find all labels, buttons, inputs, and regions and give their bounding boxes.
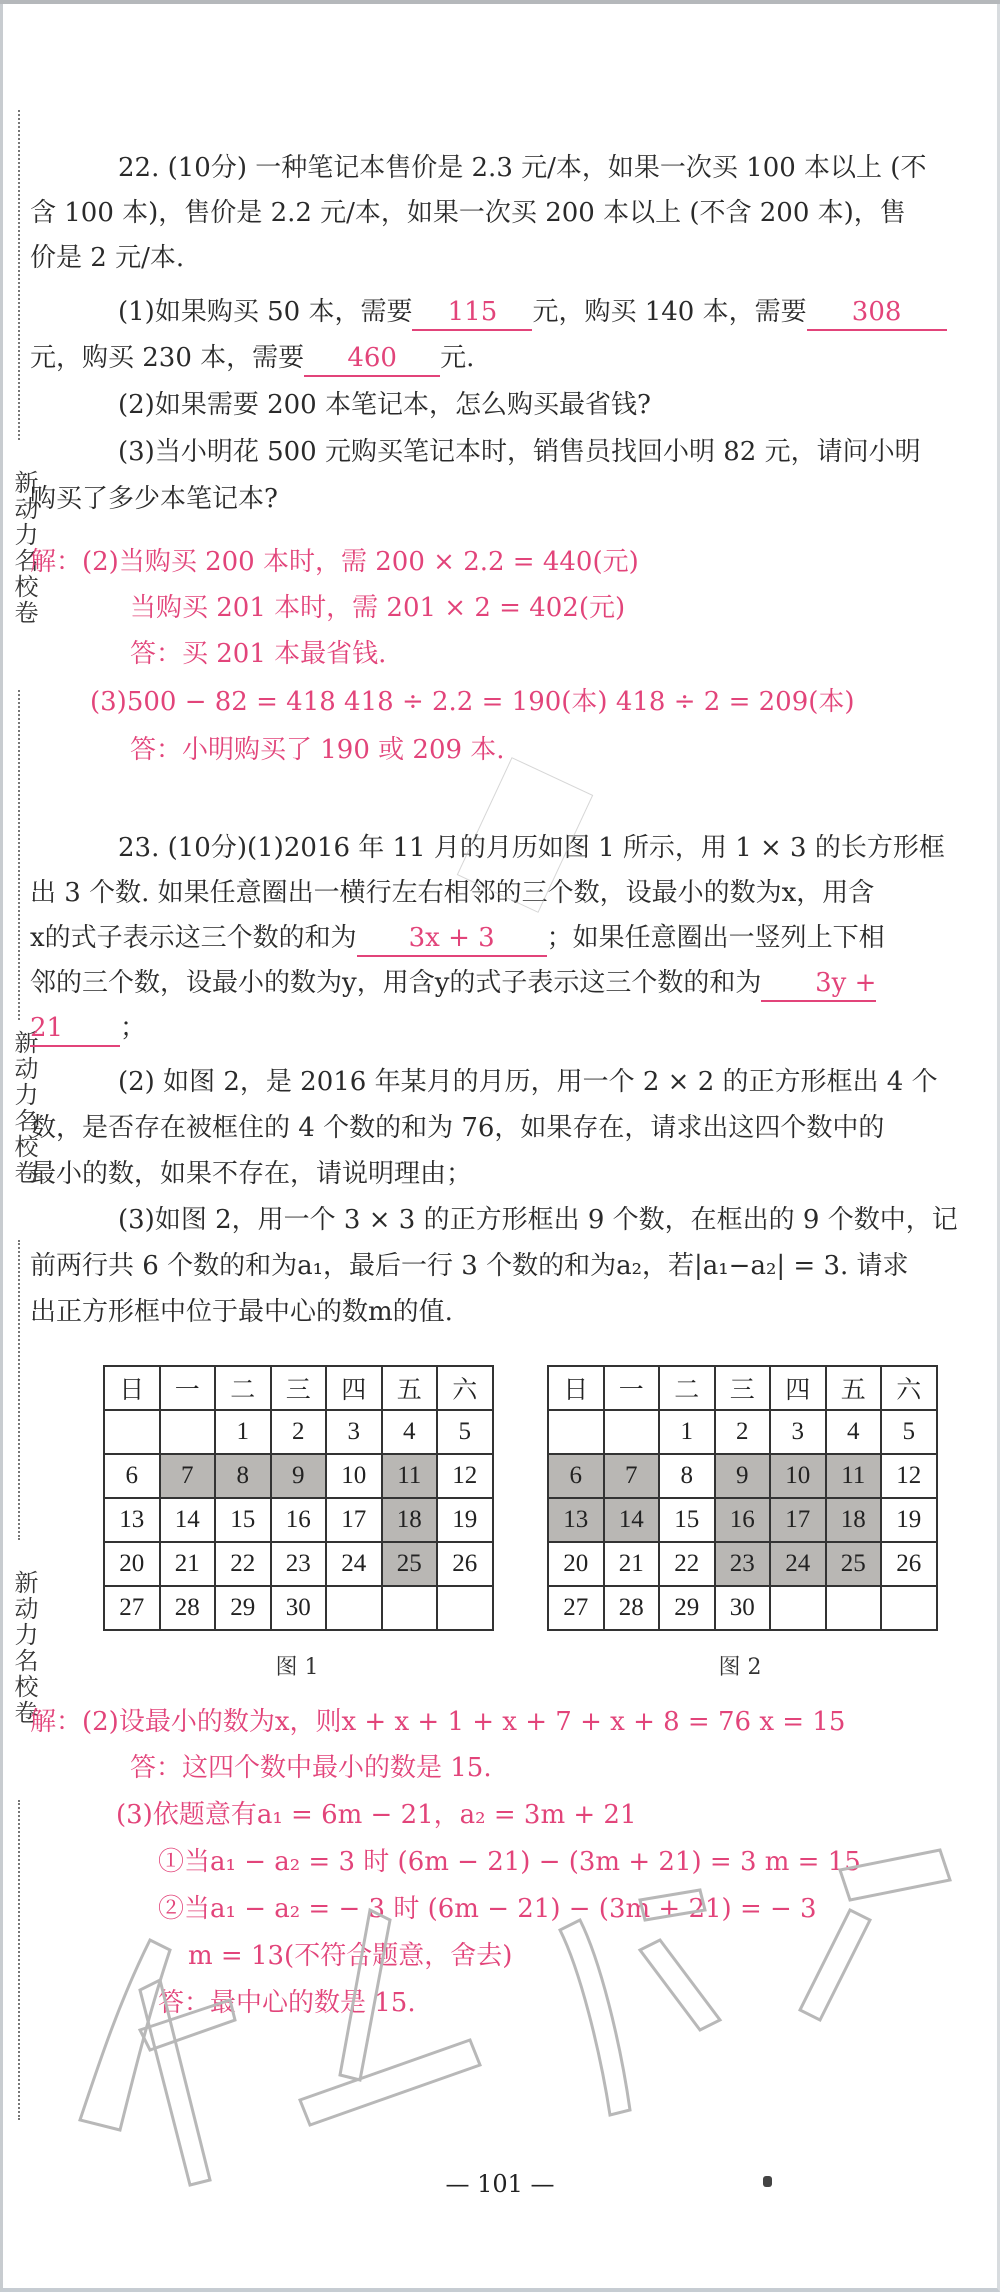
calendar-empty-cell (881, 1586, 937, 1630)
calendar-day-cell: 18 (382, 1498, 438, 1542)
calendar-day-cell: 17 (770, 1498, 826, 1542)
answer-blank-115: 115 (412, 295, 532, 331)
q22-part3-line: (3)当小明花 500 元购买笔记本时，销售员找回小明 82 元，请问小明 (118, 437, 921, 467)
scan-top-edge (0, 0, 1000, 4)
calendar-week-row (548, 1542, 937, 1586)
calendar-day-cell: 25 (382, 1542, 438, 1586)
calendar-day-cell: 24 (326, 1542, 382, 1586)
weekday-header: 一 (160, 1366, 216, 1410)
figure-caption-2: 图 2 (718, 1655, 762, 1680)
weekday-header: 三 (271, 1366, 327, 1410)
calendar-day-cell: 30 (271, 1586, 327, 1630)
q22-stem-line: 22. (10分) 一种笔记本售价是 2.3 元/本，如果一次买 100 本以上 (不 (118, 153, 927, 183)
q23-solution-line: 解：(2)设最小的数为x，则x + x + 1 + x + 7 + x + 8 = 76 x = 15 (30, 1707, 846, 1737)
calendar-figure-1 (103, 1365, 494, 1631)
calendar-day-cell: 9 (715, 1454, 771, 1498)
q23-part3-line: 前两行共 6 个数的和为a₁，最后一行 3 个数的和为a₂，若|a₁−a₂| = 3. 请求 (30, 1251, 909, 1281)
q23-solution-line: m = 13(不符合题意，舍去) (188, 1941, 513, 1971)
calendar-figure-2 (547, 1365, 938, 1631)
calendar-day-cell: 2 (271, 1410, 327, 1454)
q23-stem-line (30, 1008, 146, 1048)
watermark-text: 作业精灵 (40, 1865, 105, 1884)
calendar-week-row (104, 1586, 493, 1630)
weekday-header: 六 (437, 1366, 493, 1410)
calendar-day-cell: 26 (881, 1542, 937, 1586)
calendar-day-cell: 14 (604, 1498, 660, 1542)
calendar-week-row (104, 1454, 493, 1498)
calendar-week-row (548, 1410, 937, 1454)
calendar-day-cell: 20 (548, 1542, 604, 1586)
q23-part2-line: 数，是否存在被框住的 4 个数的和为 76，如果存在，请求出这四个数中的 (30, 1113, 885, 1143)
calendar-table-2 (547, 1365, 938, 1631)
calendar-day-cell: 23 (715, 1542, 771, 1586)
calendar-day-cell: 27 (548, 1586, 604, 1630)
q23-solution-line: ①当a₁ − a₂ = 3 时 (6m − 21) − (3m + 21) = 3 m = 15 (158, 1847, 861, 1877)
weekday-header: 一 (604, 1366, 660, 1410)
calendar-day-cell: 21 (160, 1542, 216, 1586)
q22-part1-text: 元，购买 230 本，需要 (30, 343, 305, 373)
calendar-day-cell: 13 (548, 1498, 604, 1542)
ink-spot (763, 2176, 772, 2187)
calendar-empty-cell (104, 1410, 160, 1454)
page-number: — 101 — (445, 2170, 555, 2198)
q22-solution-line: 答：小明购买了 190 或 209 本. (130, 735, 505, 765)
calendar-day-cell: 19 (437, 1498, 493, 1542)
calendar-day-cell: 17 (326, 1498, 382, 1542)
calendar-day-cell: 13 (104, 1498, 160, 1542)
q22-solution-line: 当购买 201 本时，需 201 × 2 = 402(元) (130, 593, 626, 623)
calendar-empty-cell (437, 1586, 493, 1630)
calendar-day-cell: 12 (437, 1454, 493, 1498)
calendar-day-cell: 19 (881, 1498, 937, 1542)
calendar-day-cell: 2 (715, 1410, 771, 1454)
calendar-day-cell: 11 (382, 1454, 438, 1498)
q22-part1-text: 元. (440, 343, 475, 373)
side-label: 新动力名校卷 (10, 1570, 38, 1726)
calendar-day-cell: 24 (770, 1542, 826, 1586)
calendar-day-cell: 4 (826, 1410, 882, 1454)
answer-blank-3y21-part1: 3y + (761, 966, 876, 1002)
calendar-day-cell: 10 (326, 1454, 382, 1498)
calendar-day-cell: 16 (271, 1498, 327, 1542)
q23-part3-line: 出正方形框中位于最中心的数m的值. (30, 1297, 453, 1327)
q23-stem-line: 23. (10分)(1)2016 年 11 月的月历如图 1 所示，用 1 × 3 的长方形框 (118, 833, 945, 863)
q23-stem-text: 邻的三个数，设最小的数为y，用含y的式子表示这三个数的和为 (30, 968, 762, 998)
calendar-day-cell: 8 (215, 1454, 271, 1498)
q23-solution-line: 答：这四个数中最小的数是 15. (130, 1753, 492, 1783)
calendar-week-row (104, 1542, 493, 1586)
calendar-day-cell: 6 (104, 1454, 160, 1498)
calendar-day-cell: 21 (604, 1542, 660, 1586)
calendar-day-cell: 23 (271, 1542, 327, 1586)
q22-part1-line (30, 338, 474, 378)
calendar-header-row (548, 1366, 937, 1410)
dotted-cut-line (18, 110, 20, 440)
q23-stem-text: x的式子表示这三个数的和为 (30, 923, 357, 953)
answer-blank-3x3: 3x + 3 (357, 921, 547, 957)
q23-stem-line (30, 918, 885, 958)
weekday-header: 三 (715, 1366, 771, 1410)
calendar-empty-cell (160, 1410, 216, 1454)
weekday-header: 六 (881, 1366, 937, 1410)
calendar-day-cell: 9 (271, 1454, 327, 1498)
calendar-day-cell: 28 (604, 1586, 660, 1630)
q22-stem-line: 含 100 本)，售价是 2.2 元/本，如果一次买 200 本以上 (不含 200 本)，售 (30, 198, 906, 228)
q23-stem-line: 出 3 个数. 如果任意圈出一横行左右相邻的三个数，设最小的数为x，用含 (30, 878, 875, 908)
calendar-day-cell: 28 (160, 1586, 216, 1630)
q22-solution-line: (3)500 − 82 = 418 418 ÷ 2.2 = 190(本) 418 ÷ 2 = 209(本) (90, 687, 855, 717)
calendar-day-cell: 18 (826, 1498, 882, 1542)
calendar-day-cell: 15 (215, 1498, 271, 1542)
calendar-week-row (104, 1410, 493, 1454)
calendar-day-cell: 1 (215, 1410, 271, 1454)
answer-blank-460: 460 (304, 341, 440, 377)
answer-blank-3y21-part2: 21 (30, 1011, 120, 1047)
calendar-day-cell: 1 (659, 1410, 715, 1454)
dotted-cut-line (18, 1240, 20, 1540)
q22-solution-line: 解：(2)当购买 200 本时，需 200 × 2.2 = 440(元) (30, 547, 639, 577)
calendar-day-cell: 26 (437, 1542, 493, 1586)
weekday-header: 日 (104, 1366, 160, 1410)
dotted-cut-line (18, 690, 20, 1020)
weekday-header: 日 (548, 1366, 604, 1410)
weekday-header: 四 (770, 1366, 826, 1410)
calendar-day-cell: 7 (160, 1454, 216, 1498)
calendar-day-cell: 22 (215, 1542, 271, 1586)
calendar-week-row (548, 1586, 937, 1630)
q23-solution-line: 答：最中心的数是 15. (158, 1988, 416, 2018)
calendar-empty-cell (770, 1586, 826, 1630)
calendar-header-row (104, 1366, 493, 1410)
calendar-day-cell: 29 (215, 1586, 271, 1630)
q23-part2-line: 最小的数，如果不存在，请说明理由； (30, 1159, 473, 1189)
calendar-day-cell: 12 (881, 1454, 937, 1498)
dotted-cut-line (18, 1800, 20, 2120)
calendar-day-cell: 15 (659, 1498, 715, 1542)
calendar-day-cell: 20 (104, 1542, 160, 1586)
calendar-day-cell: 16 (715, 1498, 771, 1542)
answer-blank-308: 308 (807, 295, 947, 331)
calendar-week-row (104, 1498, 493, 1542)
q23-solution-line: (3)依题意有a₁ = 6m − 21，a₂ = 3m + 21 (116, 1800, 637, 1830)
calendar-day-cell: 30 (715, 1586, 771, 1630)
calendar-empty-cell (604, 1410, 660, 1454)
calendar-day-cell: 4 (382, 1410, 438, 1454)
calendar-day-cell: 22 (659, 1542, 715, 1586)
calendar-day-cell: 3 (770, 1410, 826, 1454)
q23-stem-line (30, 963, 876, 1003)
calendar-day-cell: 5 (881, 1410, 937, 1454)
calendar-day-cell: 8 (659, 1454, 715, 1498)
calendar-empty-cell (326, 1586, 382, 1630)
calendar-table-1 (103, 1365, 494, 1631)
calendar-week-row (548, 1498, 937, 1542)
calendar-day-cell: 7 (604, 1454, 660, 1498)
calendar-empty-cell (548, 1410, 604, 1454)
q22-solution-line: 答：买 201 本最省钱. (130, 639, 387, 669)
calendar-day-cell: 29 (659, 1586, 715, 1630)
q22-part1-text: 元，购买 140 本，需要 (532, 297, 807, 327)
weekday-header: 五 (382, 1366, 438, 1410)
calendar-week-row (548, 1454, 937, 1498)
calendar-day-cell: 5 (437, 1410, 493, 1454)
side-label: 新动力名校卷 (10, 470, 38, 626)
calendar-empty-cell (826, 1586, 882, 1630)
calendar-day-cell: 25 (826, 1542, 882, 1586)
q23-stem-text: ；如果任意圈出一竖列上下相 (546, 923, 885, 953)
calendar-empty-cell (382, 1586, 438, 1630)
q22-stem-line: 价是 2 元/本. (30, 243, 185, 273)
side-label: 新动力名校卷 (10, 1030, 38, 1186)
calendar-day-cell: 6 (548, 1454, 604, 1498)
q22-part1-text: (1)如果购买 50 本，需要 (118, 297, 413, 327)
weekday-header: 五 (826, 1366, 882, 1410)
q22-part2: (2)如果需要 200 本笔记本，怎么购买最省钱? (118, 390, 651, 420)
calendar-day-cell: 14 (160, 1498, 216, 1542)
q22-part1-line (118, 292, 947, 332)
q23-solution-line: ②当a₁ − a₂ = − 3 时 (6m − 21) − (3m + 21) = − 3 (158, 1894, 817, 1924)
q23-part3-line: (3)如图 2，用一个 3 × 3 的正方形框出 9 个数，在框出的 9 个数中，记 (118, 1205, 958, 1235)
figure-caption-1: 图 1 (275, 1655, 319, 1680)
q23-part2-line: (2) 如图 2，是 2016 年某月的月历，用一个 2 × 2 的正方形框出 4 个 (118, 1067, 938, 1097)
q23-stem-text: ； (120, 1013, 147, 1043)
weekday-header: 二 (659, 1366, 715, 1410)
q22-part3-line: 购买了多少本笔记本? (30, 484, 278, 514)
calendar-day-cell: 3 (326, 1410, 382, 1454)
calendar-day-cell: 11 (826, 1454, 882, 1498)
weekday-header: 二 (215, 1366, 271, 1410)
calendar-day-cell: 27 (104, 1586, 160, 1630)
calendar-day-cell: 10 (770, 1454, 826, 1498)
weekday-header: 四 (326, 1366, 382, 1410)
